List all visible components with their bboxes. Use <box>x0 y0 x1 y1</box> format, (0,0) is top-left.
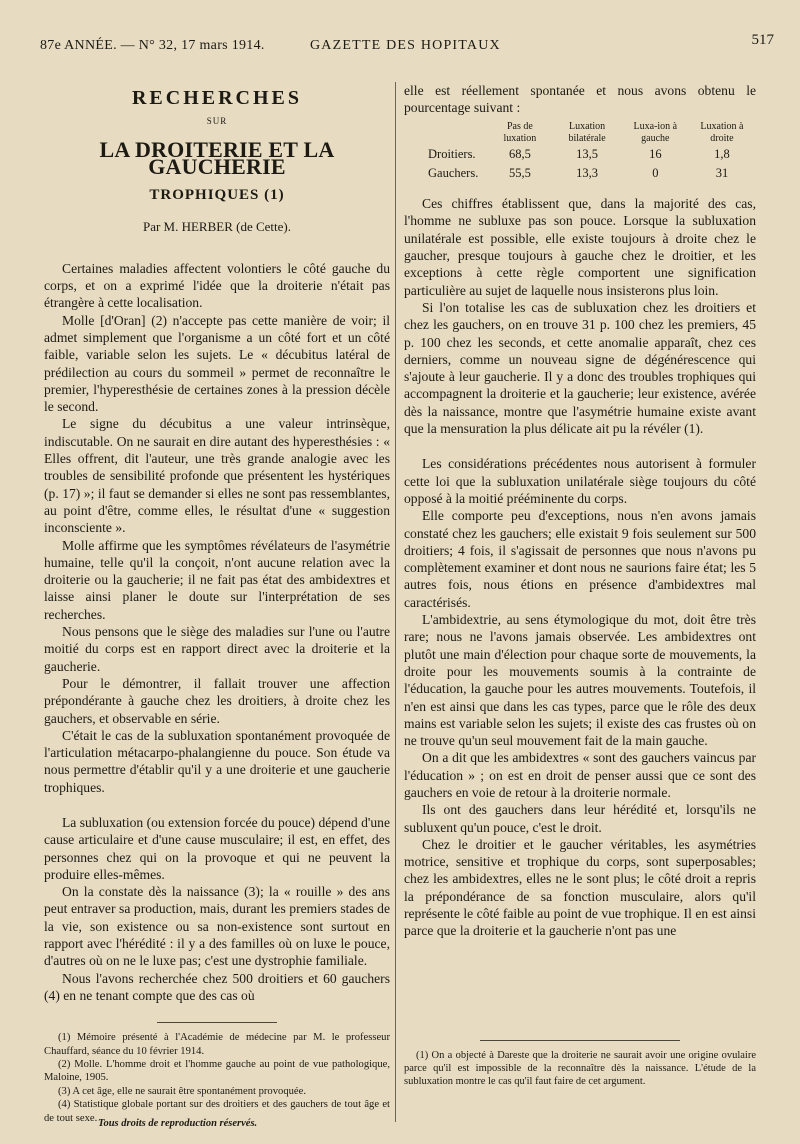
paragraph: L'ambidextrie, au sens étymologique du mot, doit être très rare; nous ne l'avons jamais observée. Les ambidextres ont plutôt une main d'élection pour chaque sorte de mouvements, la droite pour les mouvements soumis à la contrainte de l'éducation, la gauche pour les autres mouvements. Toutefois, il n'en est ainsi que dans les cas types, parce que le rôle des deux mains est variable selon les sujets; il existe des cas frustes où on ne trouve qu'un seul mouvement fait de la main gauche. <box>404 612 756 749</box>
paragraph: Les considérations précédentes nous autorisent à formuler cette loi que la subluxation unilatérale siège toujours du côté opposé à la moitié prééminente du corps. <box>404 456 756 506</box>
footnote: (1) On a objecté à Dareste que la droiterie ne saurait avoir une origine ovulaire parce qu'il est impossible de la reconnaître dès la naissance. L'étude de la subluxation montre le cas qu'il faut faire de cet argument. <box>404 1050 756 1087</box>
paragraph: Le signe du décubitus a une valeur intrinsèque, indiscutable. On ne saurait en dire autant des hyperesthésies : « Elles offrent, dit l'auteur, une très grande analogie avec les troubles de sensibilité profonde que présentent les hystériques (p. 17) »; il faut se demander si elles ne sont pas ressemblantes, au point d'être, comme elles, le résultat d'une « suggestion inconsciente ». <box>44 416 390 536</box>
paragraph: C'était le cas de la subluxation spontanément provoquée de l'articulation métacarpo-phalangienne du pouce. Son étude va nous permettre d'établir qu'il y a une droiterie et une gaucherie trophiques. <box>44 727 390 795</box>
table-cell: 13,5 <box>576 146 599 161</box>
table-cell: Droitiers. <box>428 146 476 161</box>
paragraph: Nous l'avons recherchée chez 500 droitiers et 60 gauchers (4) en ne tenant compte que des cas où <box>44 970 390 1003</box>
journal-title: GAZETTE DES HOPITAUX <box>310 38 501 53</box>
article-subtitle: TROPHIQUES (1) <box>149 187 285 204</box>
page-number: 517 <box>751 32 774 48</box>
table-cell: Gauchers. <box>428 165 479 180</box>
paragraph: Pour le démontrer, il fallait trouver une affection prépondérante à gauche chez les droitiers, à droite chez les gauchers, et observable en série. <box>44 675 390 726</box>
table-header: Luxa-ion à gauche <box>633 120 678 144</box>
byline: Par M. HERBER (de Cette). <box>142 219 292 235</box>
table-header-row <box>404 121 756 145</box>
table-cell: 31 <box>715 165 729 180</box>
footnote-rule <box>157 1022 277 1023</box>
paragraph: Elle comporte peu d'exceptions, nous n'en avons jamais constaté chez les gauchers; elle existait 9 fois seulement sur 500 droitiers; 4 fois, il s'agissait de personnes que nous n'avons pu complètement examiner et dont nous ne saurions faire état; les 5 autres fois, nous étions en présence d'ambidextres mal caractérisés. <box>404 508 756 610</box>
table-cell: 16 <box>649 146 662 161</box>
footnotes-left <box>44 1031 390 1125</box>
left-column <box>44 82 390 1125</box>
issue-info: 87e ANNÉE. — N° 32, 17 mars 1914. <box>40 38 265 53</box>
copyright-note: Tous droits de reproduction réservés. <box>98 1118 258 1129</box>
footnote: (2) Molle. L'homme droit et l'homme gauche au point de vue pathologique, Maloine, 1905. <box>44 1059 390 1084</box>
table-header: Pas de luxation <box>503 120 537 144</box>
table-cell: 55,5 <box>508 165 531 180</box>
article-sur: SUR <box>206 116 228 127</box>
table-cell: 1,8 <box>714 146 730 161</box>
paragraph: La subluxation (ou extension forcée du pouce) dépend d'une cause articulaire et d'une cause musculaire; il est, en effet, des personnes chez qui on la provoque et qui ne peuvent la produire elles-mêmes. <box>44 814 390 882</box>
footnote: (3) A cet âge, elle ne saurait être spontanément provoquée. <box>58 1085 306 1097</box>
footnote: (4) Statistique globale portant sur des droitiers et des gauchers de tout âge et de tout sexe. <box>44 1099 390 1124</box>
paragraph: Chez le droitier et le gaucher véritables, les asymétries motrice, sensitive et trophique du corps, sont superposables; chez les ambidextres, elles ne le sont plus; le côté droit a repris la prépondérance de sa fonction musculaire, alors qu'il représente le côté faible au point de vue trophique. Il en est ainsi parce que la droiterie et la gaucherie n'ont pas une <box>404 836 756 939</box>
footnote-rule <box>480 1040 680 1041</box>
right-column <box>404 82 756 940</box>
paragraph: Certaines maladies affectent volontiers le côté gauche du corps, et on a exprimé l'idée que la droiterie n'était pas étrangère à cette localisation. <box>44 260 390 311</box>
table-cell: 13,3 <box>576 165 599 180</box>
luxation-table <box>404 121 756 184</box>
paragraph: Nous pensons que le siège des maladies sur l'une ou l'autre moitié du corps est en rapport direct avec la droiterie et la gaucherie. <box>44 624 390 674</box>
paragraph: Ces chiffres établissent que, dans la majorité des cas, l'homme ne subluxe pas son pouce. Lorsque la subluxation unilatérale est possible, elle existe toujours à droite chez le gaucher, presque toujours à gauche chez le droitier, et les exceptions à cette règle comportent une signification particulière au sujet de laquelle nous insisterons plus loin. <box>404 196 756 298</box>
table-header: Luxation bilatérale <box>568 120 606 144</box>
table-header <box>404 121 488 145</box>
paragraph: Molle [d'Oran] (2) n'accepte pas cette manière de voir; il admet simplement que l'organisme a un côté fort et un côté faible, variable selon les sujets. Le « décubitus latéral de prédilection au cours du sommeil » permet de reconnaître le premier, l'hyperesthésie de certaines zones à la pression décèle le second. <box>44 312 390 415</box>
paragraph: Si l'on totalise les cas de subluxation chez les droitiers et chez les gauchers, on en trouve 31 p. 100 chez les premiers, 45 p. 100 chez les seconds, et cette anomalie apparaît, chez ces derniers, comme un nouveau signe de dégénérescence qui s'ajoute à leur gaucherie. Il y a donc des troubles trophiques qui accompagnent la droiterie et la gaucherie; leur existence, avérée dès la naissance, montre que l'asymétrie humaine existe avant que la mensuration la plus délicate ait pu la révéler (1). <box>404 299 756 437</box>
table-cell: 68,5 <box>508 146 531 161</box>
footnotes-right <box>404 1040 756 1088</box>
table-header: Luxation à droite <box>700 120 744 144</box>
paragraph: On la constate dès la naissance (3); la « rouille » des ans peut entraver sa production, mais, durant les premiers stades de la vie, son existence ou sa non-existence sont surtout en rapport avec l'hérédité : il y a des familles où on luxe le pouce, d'autres où on ne le luxe pas; c'est une dystrophie familiale. <box>44 884 390 969</box>
paragraph: Molle affirme que les symptômes révélateurs de l'asymétrie humaine, telle qu'il la conçoit, n'ont aucune relation avec la droiterie ou la gaucherie; il ne fait pas état des ambidextres et laisse ainsi planer le doute sur l'interprétation de ses recherches. <box>44 537 390 622</box>
table-row <box>404 164 756 183</box>
paragraph: On a dit que les ambidextres « sont des gauchers vaincus par l'éducation » ; on est en droit de penser aussi que ce sont des gauchers en voie de retour à la droiterie normale. <box>404 750 756 800</box>
article-title: LA DROITERIE ET LA GAUCHERIE <box>99 136 335 179</box>
table-row <box>404 145 756 164</box>
column-divider <box>395 82 396 1122</box>
footnote: (1) Mémoire présenté à l'Académie de médecine par M. le professeur Chauffard, séance du 10 février 1914. <box>44 1032 390 1057</box>
page-header <box>40 30 774 66</box>
article-kicker: RECHERCHES <box>131 87 303 109</box>
paragraph: elle est réellement spontanée et nous avons obtenu le pourcentage suivant : <box>404 83 756 116</box>
table-cell: 0 <box>652 165 659 180</box>
paragraph: Ils ont des gauchers dans leur hérédité et, lorsqu'ils ne subluxent qu'un pouce, c'est le droit. <box>404 802 756 835</box>
